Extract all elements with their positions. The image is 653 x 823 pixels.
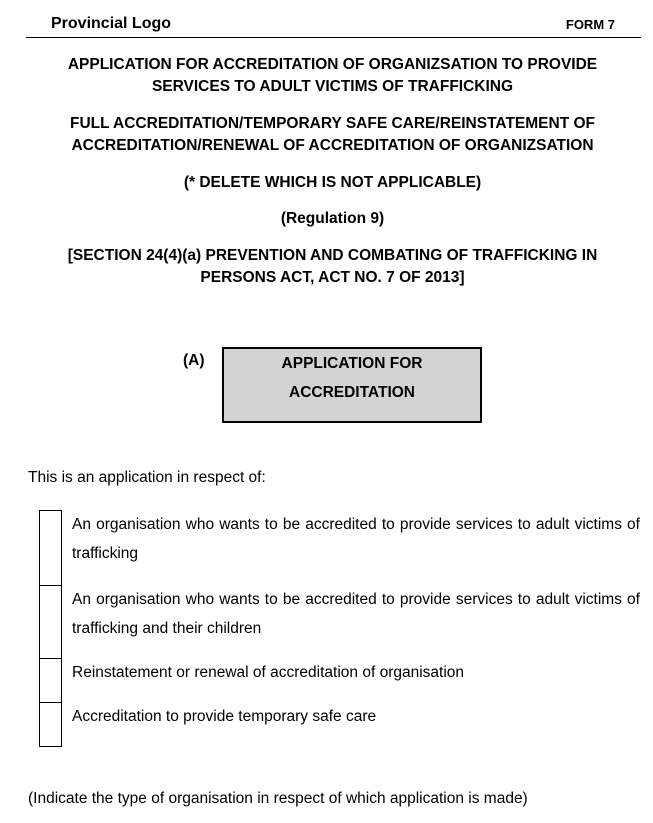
application-type-checklist — [39, 510, 641, 747]
option-checkbox[interactable] — [39, 585, 62, 658]
regulation-reference: (Regulation 9) — [280, 210, 385, 227]
option-label: Reinstatement or renewal of accreditation of organisation — [72, 664, 465, 681]
provincial-logo: Provincial Logo — [51, 15, 172, 32]
application-heading-line2: ACCREDITATION — [289, 384, 415, 401]
form-title: APPLICATION FOR ACCREDITATION OF ORGANIZSATION TO PROVIDE SERVICES TO ADULT VICTIMS OF TRAFFICKING — [67, 56, 598, 95]
option-row — [39, 702, 641, 747]
form-header — [26, 14, 641, 38]
indicate-type-note: (Indicate the type of organisation in respect of which application is made) — [28, 790, 528, 807]
application-heading-line1: APPLICATION FOR — [281, 355, 423, 372]
option-row — [39, 585, 641, 658]
option-row — [39, 658, 641, 702]
section-label: (A) — [183, 352, 205, 369]
delete-instruction: (* DELETE WHICH IS NOT APPLICABLE) — [183, 174, 482, 191]
form-subtitle: FULL ACCREDITATION/TEMPORARY SAFE CARE/REINSTATEMENT OF ACCREDITATION/RENEWAL OF ACCREDITATION OF ORGANIZSATION — [70, 115, 595, 154]
option-checkbox[interactable] — [39, 658, 62, 702]
option-label: An organisation who wants to be accredited to provide services to adult victims of trafficking — [72, 516, 640, 562]
form-number: FORM 7 — [565, 17, 615, 32]
option-checkbox[interactable] — [39, 510, 62, 585]
section-reference: [SECTION 24(4)(a) PREVENTION AND COMBATING OF TRAFFICKING IN PERSONS ACT, ACT NO. 7 OF 2013] — [67, 247, 598, 286]
application-heading-box — [222, 347, 482, 423]
option-label: Accreditation to provide temporary safe care — [72, 708, 377, 725]
intro-text: This is an application in respect of: — [28, 469, 266, 486]
option-label: An organisation who wants to be accredited to provide services to adult victims of trafficking and their children — [72, 591, 640, 637]
option-checkbox[interactable] — [39, 702, 62, 747]
option-row — [39, 510, 641, 585]
